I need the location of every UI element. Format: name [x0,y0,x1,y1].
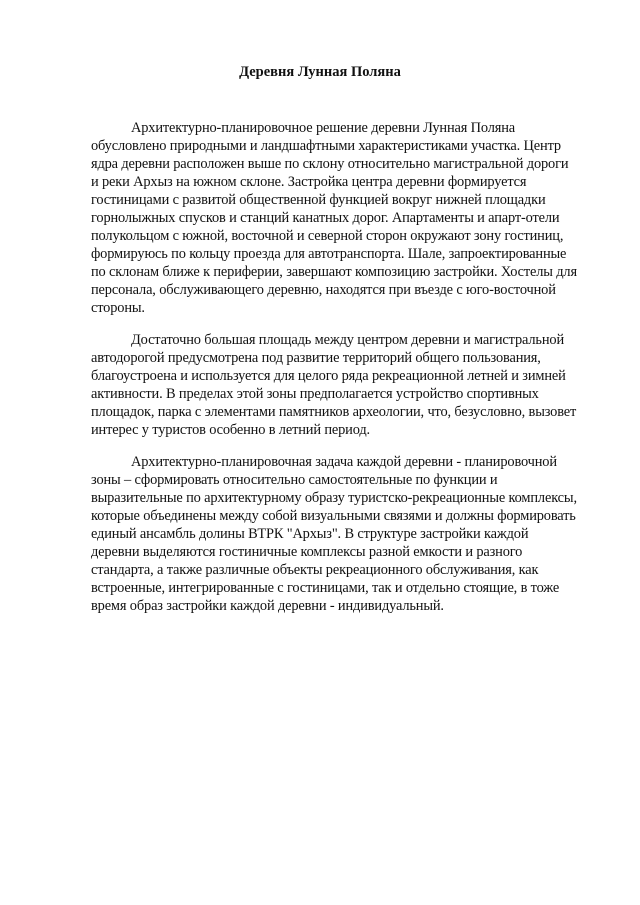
paragraph-2: Достаточно большая площадь между центром деревни и магистральной автодорогой предусмотрена под развитие территорий общего пользования, благоустроена и используется для целого ряда рекреационной летней и зимней активности. В пределах этой зоны предполагается устройство спортивных площадок, парка с элементами памятников археологии, что, безусловно, вызовет интерес у туристов особенно в летний период. [91,332,577,438]
document-body [91,119,578,629]
document-title: Деревня Лунная Поляна [239,64,401,80]
paragraph-1: Архитектурно-планировочное решение деревни Лунная Поляна обусловлено природными и ландшафтными характеристиками участка. Центр ядра деревни расположен выше по склону относительно магистральной дороги и реки Архыз на южном склоне. Застройка центра деревни формируется гостиницами с развитой общественной функцией вокруг нижней площадки горнолыжных спусков и станций канатных дорог. Апартаменты и апарт-отели полукольцом с южной, восточной и северной сторон окружают зону гостиниц, формируюсь по кольцу проезда для автотранспорта. Шале, запроектированные по склонам ближе к периферии, завершают композицию застройки. Хостелы для персонала, обслуживающего деревню, находятся при въезде с юго-восточной стороны. [91,120,577,316]
paragraph-3: Архитектурно-планировочная задача каждой деревни - планировочной зоны – сформировать относительно самостоятельные по функции и выразительные по архитектурному образу туристско-рекреационные комплексы, которые объединены между собой визуальными связями и должны формировать единый ансамбль долины ВТРК "Архыз". В структуре застройки каждой деревни выделяются гостиничные комплексы разной емкости и разного стандарта, а также различные объекты рекреационного обслуживания, как встроенные, интегрированные с гостиницами, так и отдельно стоящие, в тоже время образ застройки каждой деревни - индивидуальный. [91,454,577,614]
